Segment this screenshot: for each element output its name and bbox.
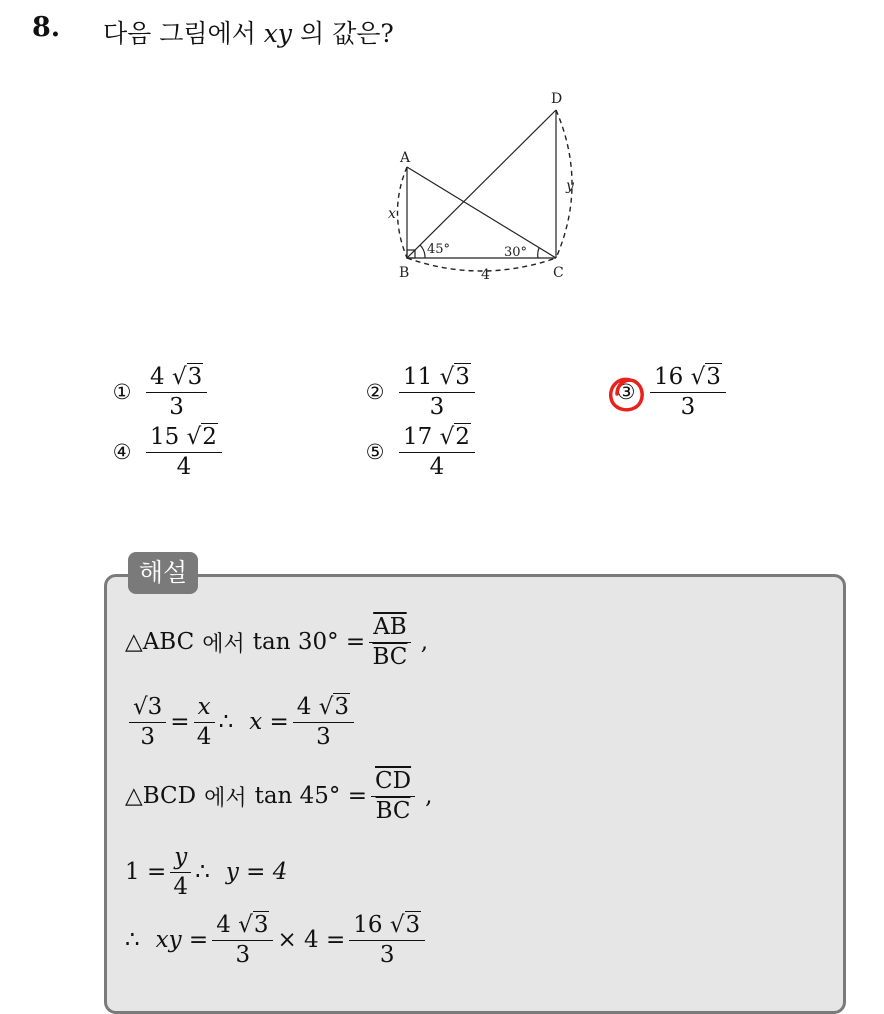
solution-line-3 xyxy=(125,768,432,824)
label-angle-b: 45° xyxy=(427,242,451,257)
solution-line-1 xyxy=(125,614,428,670)
choice-value: $\frac{15 √2}{4}$ xyxy=(146,424,222,480)
comma: , xyxy=(425,783,433,809)
radicand: 3 xyxy=(334,694,350,720)
fraction-16root3-over-3: $\frac{16 √3}{3}$ xyxy=(349,912,425,968)
numerator: √3 xyxy=(129,694,166,723)
numerator: y xyxy=(170,844,191,873)
choice-5[interactable] xyxy=(357,424,475,480)
denominator: 4 xyxy=(196,724,212,750)
coef: 4 xyxy=(150,364,165,390)
denominator: 4 xyxy=(173,874,189,900)
denominator: 3 xyxy=(169,394,184,420)
segment-bc-text: BC xyxy=(372,644,408,670)
choice-number: ④ xyxy=(112,440,132,464)
radicand: 3 xyxy=(405,912,421,938)
segment-bd xyxy=(407,110,556,258)
coef: 15 xyxy=(150,424,180,450)
coef: 4 xyxy=(216,912,231,938)
angle-arc-b xyxy=(420,245,425,258)
choice-number: ③ xyxy=(616,380,636,404)
fraction-cd-bc xyxy=(371,768,415,824)
therefore: ∴ xyxy=(125,927,140,953)
one-equals: 1 = xyxy=(125,859,167,885)
choice-2[interactable] xyxy=(357,364,475,420)
denominator: 3 xyxy=(429,394,445,420)
coef: 16 xyxy=(654,364,684,390)
segment-cd-text: $\overline{CD}$ xyxy=(375,768,412,794)
label-a: A xyxy=(400,150,411,166)
denominator: 3 xyxy=(316,724,331,750)
y-equals-4: y = 4 xyxy=(225,859,288,885)
denominator: 3 xyxy=(379,942,395,968)
triangle-bcd: △BCD xyxy=(125,783,197,809)
dashed-arc-x xyxy=(398,167,408,258)
solution-line-5 xyxy=(125,912,429,968)
numerator: x xyxy=(194,694,215,723)
label-b: B xyxy=(399,265,410,281)
label-d: D xyxy=(551,91,563,107)
fraction-ab-bc xyxy=(369,614,411,670)
denominator: 4 xyxy=(176,454,192,480)
radicand: 3 xyxy=(187,364,203,390)
label-x: x xyxy=(388,206,396,222)
triangle-abc: △ABC xyxy=(125,629,195,655)
choice-value: $\frac{4 √3}{3}$ xyxy=(146,364,207,420)
solution-line-4 xyxy=(125,844,287,900)
denominator: 3 xyxy=(680,394,696,420)
choice-number: ② xyxy=(365,380,385,404)
equals: = xyxy=(170,709,190,735)
radicand: 3 xyxy=(706,364,721,390)
coef: 11 xyxy=(403,364,433,390)
radicand: 3 xyxy=(455,364,470,390)
radicand: 3 xyxy=(253,912,269,938)
solution-line-2 xyxy=(125,694,358,750)
segment-bc-text: BC xyxy=(375,798,411,824)
angle-arc-c xyxy=(538,248,539,258)
question-variable: xy xyxy=(263,19,293,48)
label-angle-c: 30° xyxy=(504,245,528,260)
choice-1[interactable] xyxy=(104,364,207,420)
segment-ab-text: $\overline{AB}$ xyxy=(373,614,407,640)
radicand: 2 xyxy=(455,424,470,450)
tan-45-expression: tan 45° = xyxy=(254,783,368,809)
triangle-figure xyxy=(0,0,884,320)
question-text-part: 의 값은? xyxy=(292,19,394,48)
therefore: ∴ xyxy=(218,709,234,735)
fraction-y-over-4 xyxy=(170,844,191,900)
coef: 4 xyxy=(296,694,312,720)
xy-equals: xy = xyxy=(155,927,209,953)
label-base: 4 xyxy=(481,267,490,283)
fraction-x-over-4 xyxy=(194,694,215,750)
choice-number: ① xyxy=(112,380,132,404)
question-number: 8. xyxy=(32,12,61,43)
choice-value: $\frac{11 √3}{3}$ xyxy=(399,364,475,420)
coef: 16 xyxy=(353,912,383,938)
choice-value: $\frac{16 √3}{3}$ xyxy=(650,364,726,420)
answer-circle-mark xyxy=(604,371,650,417)
choice-value: $\frac{17 √2}{4}$ xyxy=(399,424,475,480)
fraction-4root3-over-3: $\frac{4 √3}{3}$ xyxy=(212,912,273,968)
word-eseo: 에서 xyxy=(204,785,247,811)
label-c: C xyxy=(553,265,564,281)
fraction-4root3-over-3: $\frac{4 √3}{3}$ xyxy=(293,694,354,750)
tan-30-expression: tan 30° = xyxy=(252,629,366,655)
choice-4[interactable] xyxy=(104,424,222,480)
fraction-root3-over-3 xyxy=(129,694,166,750)
label-y: y xyxy=(566,178,574,194)
denominator: 3 xyxy=(140,724,155,750)
comma: , xyxy=(420,629,429,655)
times-4-equals: × 4 = xyxy=(277,927,346,953)
word-eseo: 에서 xyxy=(202,631,245,657)
question-text-part: 다음 그림에서 xyxy=(103,19,264,48)
choice-number: ⑤ xyxy=(365,440,385,464)
therefore: ∴ xyxy=(195,859,210,885)
coef: 17 xyxy=(403,424,433,450)
denominator: 4 xyxy=(429,454,445,480)
denominator: 3 xyxy=(235,942,251,968)
x-equals: x = xyxy=(249,709,289,735)
radicand: 2 xyxy=(202,424,217,450)
solution-tag: 해설 xyxy=(128,552,198,594)
